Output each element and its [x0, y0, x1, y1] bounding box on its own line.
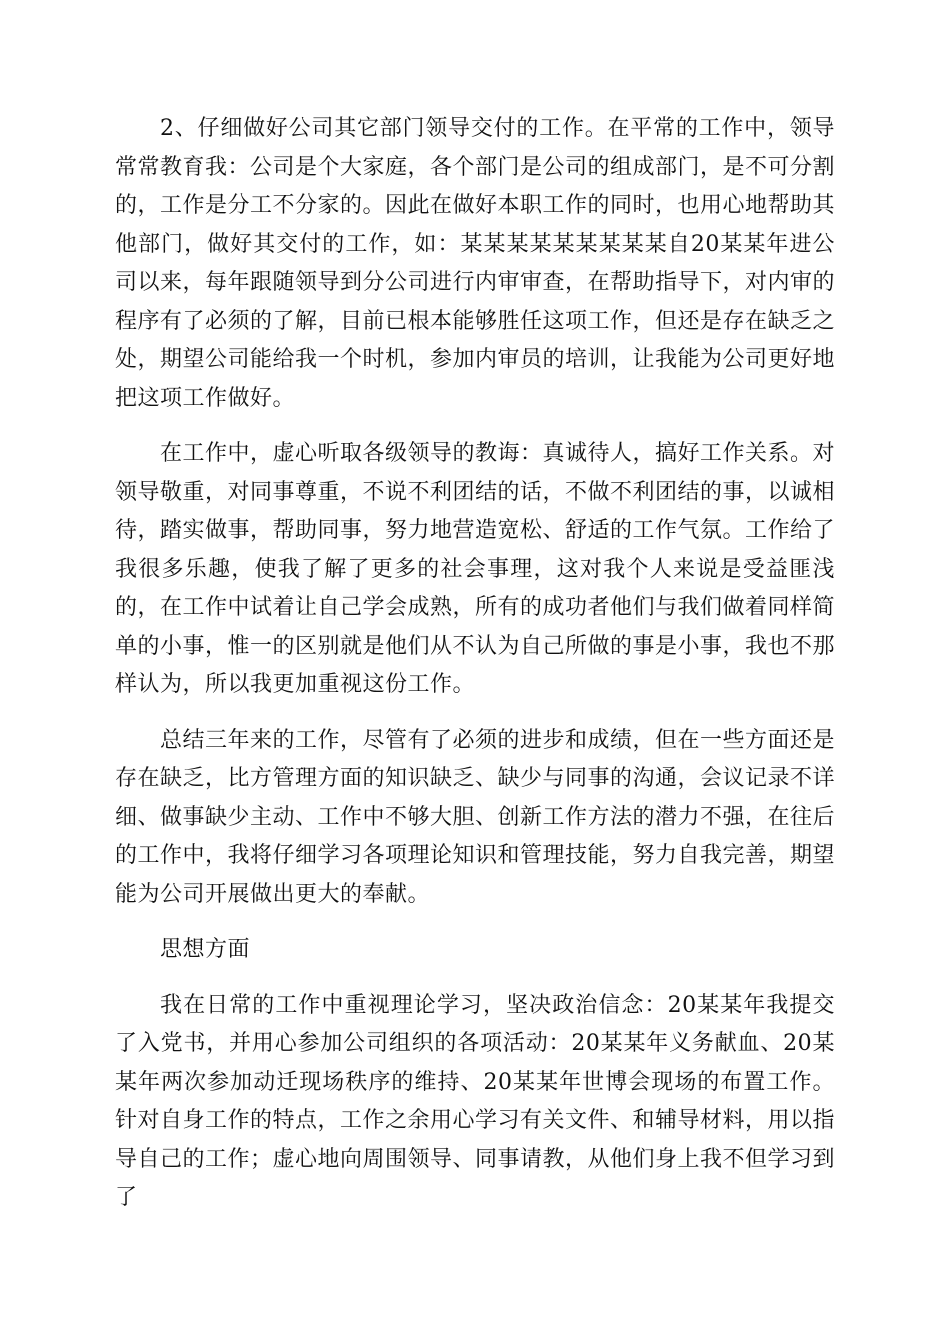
paragraph-other-department-work: 2、仔细做好公司其它部门领导交付的工作。在平常的工作中，领导常常教育我：公司是个大家庭，各个部门是公司的组成部门，是不可分割的，工作是分工不分家的。因此在做好本职工作的同时，也用心地帮助其他部门，做好其交付的工作，如：某某某某某某某某某自20某某年进公司以来，每年跟随领导到分公司进行内审审查，在帮助指导下，对内审的程序有了必须的了解，目前已根本能够胜任这项工作，但还是存在缺乏之处，期望公司能给我一个时机，参加内审员的培训，让我能为公司更好地把这项工作做好。 [115, 116, 836, 411]
paragraph-three-year-summary: 总结三年来的工作，尽管有了必须的进步和成绩，但在一些方面还是存在缺乏，比方管理方面的知识缺乏、缺少与同事的沟通，会议记录不详细、做事缺少主动、工作中不够大胆、创新工作方法的潜力不强，在往后的工作中，我将仔细学习各项理论知识和管理技能，努力自我完善，期望能为公司开展做出更大的奉献。 [115, 727, 836, 907]
paragraph-work-relations: 在工作中，虚心听取各级领导的教诲：真诚待人，搞好工作关系。对领导敬重，对同事尊重，不说不利团结的话，不做不利团结的事，以诚相待，踏实做事，帮助同事，努力地营造宽松、舒适的工作气氛。工作给了我很多乐趣，使我了解了更多的社会事理，这对我个人来说是受益匪浅的，在工作中试着让自己学会成熟，所有的成功者他们与我们做着同样简单的小事，惟一的区别就是他们从不认为自己所做的事是小事，我也不那样认为，所以我更加重视这份工作。 [115, 441, 836, 697]
paragraph-theory-study: 我在日常的工作中重视理论学习，坚决政治信念：20某某年我提交了入党书，并用心参加公司组织的各项活动：20某某年义务献血、20某某年两次参加动迁现场秩序的维持、20某某年世博会现场的布置工作。针对自身工作的特点，工作之余用心学习有关文件、和辅导材料，用以指导自己的工作；虚心地向周围领导、同事请教，从他们身上我不但学习到了 [115, 992, 836, 1210]
section-heading-ideology: 思想方面 [160, 937, 251, 962]
document-body [115, 110, 835, 1235]
